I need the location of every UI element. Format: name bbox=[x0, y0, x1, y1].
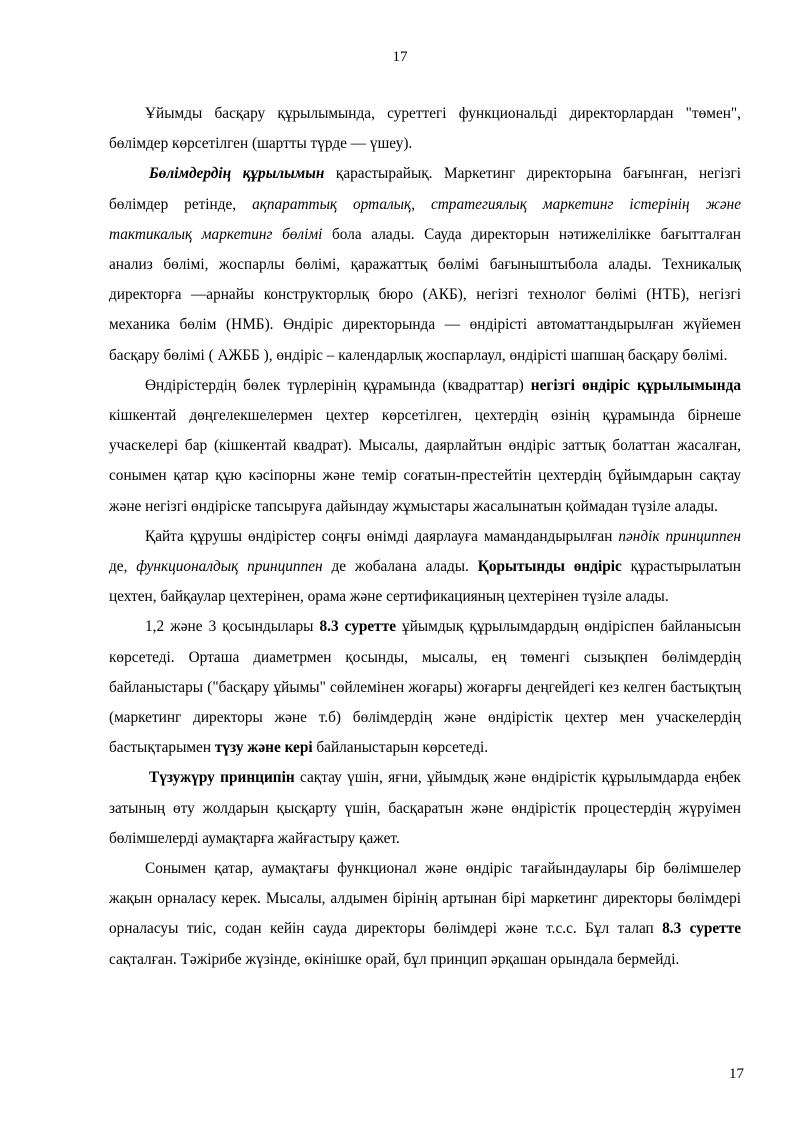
paragraph-main-production bbox=[109, 371, 741, 522]
text-segment: Өндірістердің бөлек түрлерінің құрамында (квадраттар) bbox=[145, 376, 531, 394]
text-segment: кішкентай дөңгелекшелермен цехтер көрсетілген, цехтердің өзінің құрамында бірнеше учаскелері бар (кішкентай квадрат). Мысалы, даярлайтын өндіріс заттық болаттан жасалған, сонымен қатар құю кәсіпорны және темір соғатын-престейтін цехтердің бұйымдарын сақтау және негізгі өндіріске тапсыруға дайындау жұмыстары жасалынатын қоймадан түзіле алады. bbox=[109, 407, 741, 515]
paragraph-placement bbox=[109, 854, 741, 975]
text-segment: функционалдық принциппен bbox=[136, 558, 323, 576]
page-number-bottom: 17 bbox=[729, 1066, 744, 1082]
text-segment: де, bbox=[109, 558, 137, 576]
text-segment: сақтау үшін, яғни, ұйымдық және өндірістік құрылымдарда еңбек затының өту жолдарын қысқарту үшін, басқаратын және өндірістік процестердің жүруімен бөлімшелерді аумақтарға жайғастыру қажет. bbox=[109, 769, 741, 847]
paragraph-straight-flow-principle bbox=[109, 763, 741, 854]
text-segment: Сонымен қатар, аумақтағы функционал және өндіріс тағайындаулары бір бөлімшелер жақын орналасу керек. Мысалы, алдымен бірінің артынан бірі маркетинг директоры бөлімдері орналасуы тиіс, содан кейін сауда директоры бөлімдері және т.с.с. Бұл талап bbox=[109, 860, 741, 938]
text-segment: пәндік принциппен bbox=[618, 527, 741, 545]
paragraph-connections bbox=[109, 612, 741, 763]
paragraph-department-structure bbox=[109, 159, 741, 370]
text-segment: 8.3 суретте bbox=[662, 920, 741, 938]
text-segment: бола алады. Сауда директорын нәтижелілікке бағытталған анализ бөлімі, жоспарлы бөлімі, қаражаттық бөлімі бағыныштыбола алады. Техникалық директорға —арнайы конструкторлық бюро (АКБ), негізгі технолог бөлімі (НТБ), негізгі механика бөлім (НМБ). Өндіріс директорында — өндірісті автоматтандырылған жүйемен басқару бөлімі ( АЖББ ), өндіріс – календарлық жоспарлаул, өндірісті шапшаң басқару бөлімі. bbox=[109, 225, 741, 364]
text-segment: Қорытынды өндіріс bbox=[477, 558, 622, 576]
text-segment: де жобалана алады. bbox=[322, 558, 478, 576]
text-segment: байланыстарын көрсетеді. bbox=[312, 739, 489, 757]
text-segment: түзу және кері bbox=[214, 739, 313, 757]
text-segment: сақталған. Тәжірибе жүзінде, өкінішке орай, бұл принцип әрқашан орындала бермейді. bbox=[109, 950, 680, 968]
paragraph-processing-production bbox=[109, 522, 741, 613]
document-body bbox=[109, 99, 741, 975]
paragraph-org-structure bbox=[109, 99, 741, 159]
text-segment: 8.3 суретте bbox=[319, 618, 396, 636]
page-number-top: 17 bbox=[392, 49, 408, 65]
text-segment: 1,2 және 3 қосындылары bbox=[145, 618, 320, 636]
text-segment: қарастырайық. Маркетинг директорына бағынған, негізгі бөлімдер ретінде, bbox=[109, 165, 742, 213]
text-segment: Түзужүру принципін bbox=[149, 769, 295, 787]
text-segment: Қайта құрушы өндірістер соңғы өнімді даярлауға мамандандырылған bbox=[145, 527, 619, 545]
text-segment: ұйымдық құрылымдардың өндіріспен байланысын көрсетеді. Орташа диаметрмен қосынды, мысалы, ең төменгі сызықпен бөлімдердің байланыстары ("басқару ұйымы" сөйлемінен жоғары) жоғарғы деңгейдегі кез келген бастықтың (маркетинг директоры және т.б) бөлімдердің және өндірістік цехтер мен учаскелердің бастықтарымен bbox=[109, 618, 741, 757]
text-segment: құрастырылатын цехтен, байқаулар цехтерінен, орама және сертификацияның цехтерінен түзіле алады. bbox=[109, 558, 741, 606]
text-segment: ақпараттық орталық, стратегиялық маркетинг істерінің және тактикалық маркетинг бөлімі bbox=[109, 195, 741, 243]
text-segment: Ұйымды басқару құрылымында, суреттегі функциональді директорлардан "төмен", бөлімдер көрсетілген (шартты түрде — үшеу). bbox=[109, 105, 741, 153]
text-segment: негізгі өндіріс құрылымында bbox=[530, 376, 741, 394]
text-segment: Бөлімдердің құрылымын bbox=[149, 165, 325, 183]
